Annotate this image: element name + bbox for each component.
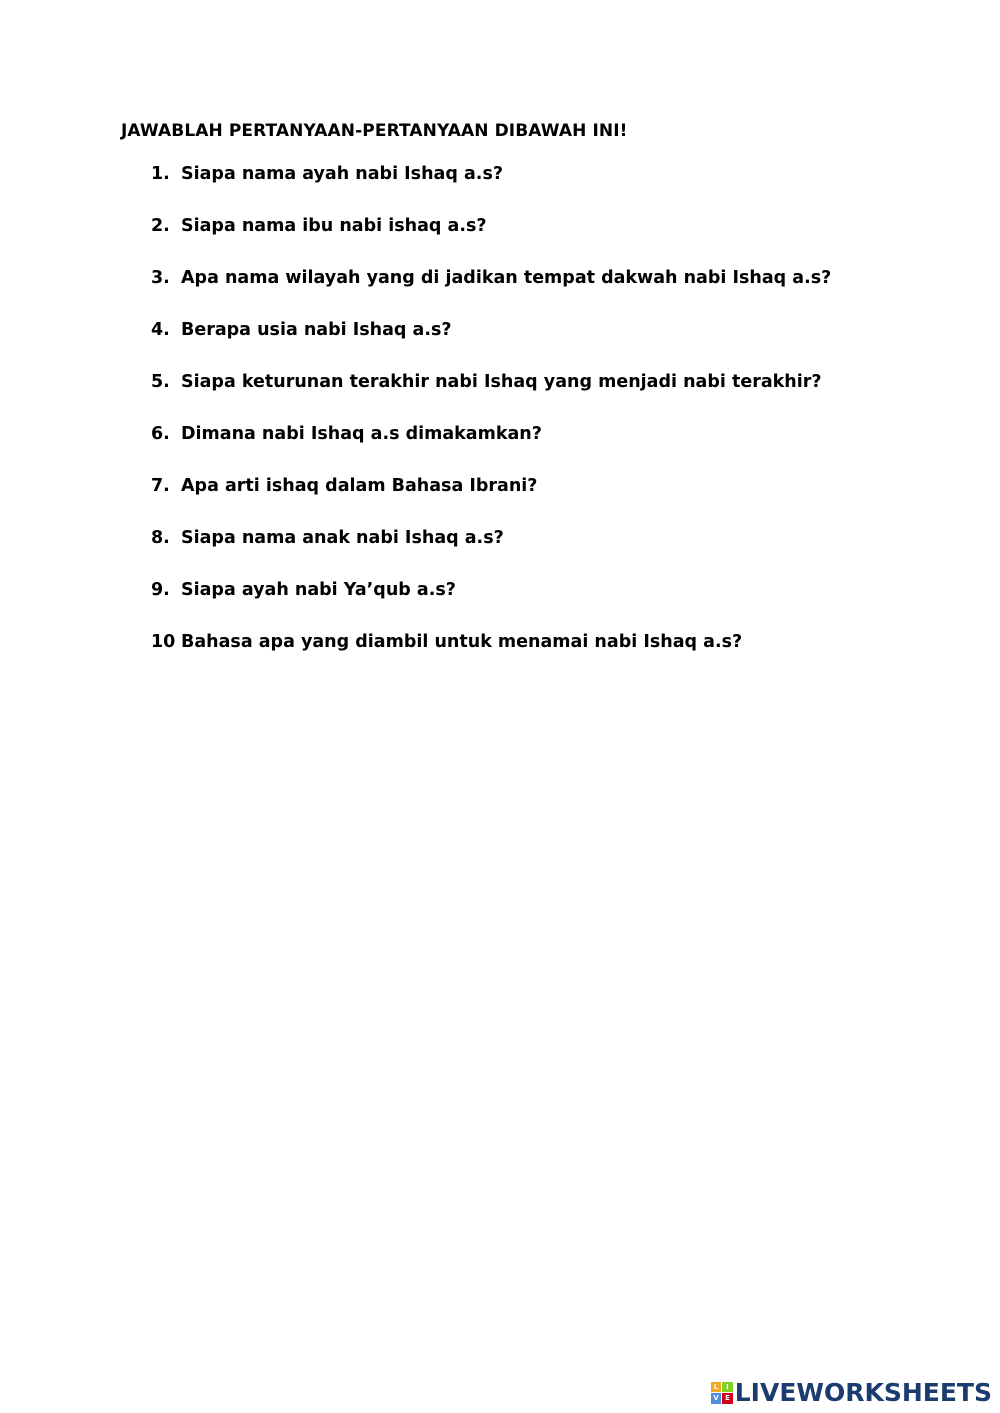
question-item <box>151 320 831 372</box>
question-item <box>151 424 831 476</box>
question-list <box>151 164 831 684</box>
question-text: Bahasa apa yang diambil untuk menamai nabi Ishaq a.s? <box>181 632 743 652</box>
liveworksheets-logo-icon <box>711 1382 733 1404</box>
question-number: 7. <box>151 476 170 496</box>
question-item <box>151 164 831 216</box>
logo-letter: E <box>722 1393 733 1404</box>
logo-letter: V <box>711 1393 722 1404</box>
question-text: Apa arti ishaq dalam Bahasa Ibrani? <box>181 476 538 496</box>
question-number: 3. <box>151 268 170 288</box>
question-number: 4. <box>151 320 170 340</box>
question-item <box>151 580 831 632</box>
question-text: Siapa keturunan terakhir nabi Ishaq yang menjadi nabi terakhir? <box>181 372 822 392</box>
question-item <box>151 372 831 424</box>
question-text: Siapa nama ayah nabi Ishaq a.s? <box>181 164 504 184</box>
question-text: Dimana nabi Ishaq a.s dimakamkan? <box>181 424 542 444</box>
question-number: 8. <box>151 528 170 548</box>
brand-name: LIVEWORKSHEETS <box>734 1378 992 1407</box>
liveworksheets-brand[interactable] <box>711 1378 992 1407</box>
worksheet-heading: JAWABLAH PERTANYAAN-PERTANYAAN DIBAWAH INI! <box>121 121 628 141</box>
logo-letter: L <box>711 1382 722 1393</box>
question-text: Berapa usia nabi Ishaq a.s? <box>181 320 452 340</box>
question-text: Apa nama wilayah yang di jadikan tempat dakwah nabi Ishaq a.s? <box>181 268 832 288</box>
question-item <box>151 216 831 268</box>
question-number: 6. <box>151 424 170 444</box>
question-text: Siapa ayah nabi Ya’qub a.s? <box>181 580 456 600</box>
question-text: Siapa nama ibu nabi ishaq a.s? <box>181 216 487 236</box>
question-item <box>151 528 831 580</box>
question-number: 2. <box>151 216 170 236</box>
question-number: 9. <box>151 580 170 600</box>
question-item <box>151 476 831 528</box>
question-number: 10 <box>151 632 176 652</box>
question-item <box>151 268 831 320</box>
question-text: Siapa nama anak nabi Ishaq a.s? <box>181 528 504 548</box>
question-item <box>151 632 831 684</box>
logo-letter: I <box>722 1382 733 1393</box>
question-number: 5. <box>151 372 170 392</box>
question-number: 1. <box>151 164 170 184</box>
